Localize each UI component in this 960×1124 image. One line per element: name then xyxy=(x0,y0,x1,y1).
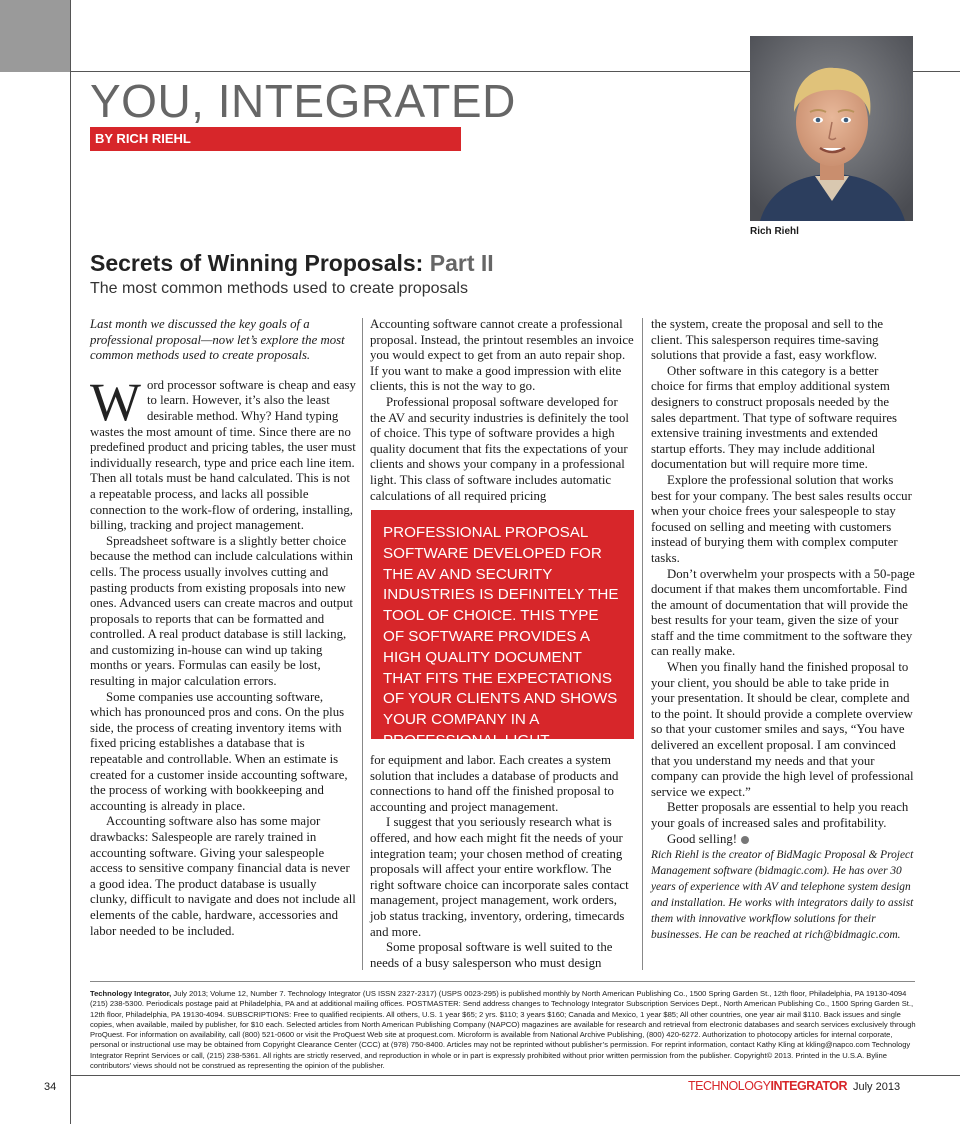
corner-tab xyxy=(0,0,70,72)
paragraph: for equipment and labor. Each creates a system solution that includes a database of products and connections to hand off the finished proposal to accounting and project management. xyxy=(370,753,619,814)
publication-fineprint xyxy=(90,989,916,1071)
paragraph: When you finally hand the finished proposal to your client, you should be able to take pride in your presentation. It should be clear, complete and to the point. It should provide a complete overview so that your customer smiles and says, “You have delivered an excellent proposal. I am convinced that you understand my needs and that your company can provide the high level of professional service we expect.” xyxy=(651,660,914,799)
paragraph: Some companies use accounting software, which has pronounced pros and cons. On the plus side, the process of creating inventory items with fixed pricing establishes a database that is repeatable and controllable. When an estimate is created for a customer inside accounting software, the process of working with bookkeeping and accounting is already in place. xyxy=(90,689,348,813)
end-bullet-icon xyxy=(741,836,749,844)
paragraph: Don’t overwhelm your prospects with a 50-page document if that makes them uncomfortable. Find the amount of documentation that will provide the best results for your team, given the size of your staff and the time commitment to the software they can really make. xyxy=(651,566,915,659)
page-number: 34 xyxy=(44,1081,57,1093)
column-2-top xyxy=(370,317,634,504)
paragraph: I suggest that you seriously research what is offered, and how each might fit the needs of your integration team; your chosen method of creating proposals will affect your entire workflow. The right software choice can incorporate sales contact management, project management, work orders, job status tracking, inventory, ordering, timecards and more. xyxy=(370,815,629,939)
column-1 xyxy=(90,317,356,939)
magazine-footer xyxy=(688,1079,900,1093)
paragraph: Better proposals are essential to help you reach your goals of increased sales and profitability. xyxy=(651,800,909,830)
fineprint-pubname: Technology Integrator, xyxy=(90,989,172,998)
intro-paragraph: Last month we discussed the key goals of a professional proposal—now let’s explore the most common methods used to create proposals. xyxy=(90,317,345,363)
column-title: YOU, INTEGRATED xyxy=(90,75,516,127)
column-2-bottom xyxy=(370,753,634,971)
paragraph: Professional proposal software developed for the AV and security industries is definitely the tool of choice. This type of software provides a high quality document that fits the expectations of your clients and shows your company in a professional light. This class of software includes automatic calculations of all required pricing xyxy=(370,394,629,503)
paragraph: Accounting software cannot create a professional proposal. Instead, the printout resembles an invoice you would expect to get from an auto repair shop. If you want to make a good impression with elite clients, this is not the way to go. xyxy=(370,317,634,394)
author-portrait-illustration xyxy=(750,36,913,221)
headline-part: Part II xyxy=(429,250,494,276)
photo-caption: Rich Riehl xyxy=(750,226,799,237)
article-headline xyxy=(90,250,494,277)
fineprint-text: July 2013; Volume 12, Number 7. Technology Integrator (US ISSN 2327-2317) (USPS 0023-295) is published monthly by North American Publishing Co., 1500 Spring Garden St., 12th floor, Philadelphia, PA 19130-4094 (215) 238-5300. Periodicals postage paid at Philadelphia, PA and at additional mailing offices. POSTMASTER: Send address changes to Technology Integrator Subscription Services Dept., North American Publishing Co., 1500 Spring Garden St., 12th floor, Philadelphia, PA 19130-4094. SUBSCRIPTIONS: Free to qualified recipients. All others, U.S. 1 year $65; 2 yrs. $110; 3 years $160; Canada and Mexico, 1 year $85; All other countries, one year air mail $110. Back issues and single copies, when available, mailed by publisher, for $10 each. Selected articles from North American Publishing Company (NAPCO) magazines are available for research and retrieval from electronic databases and search services exclusively through ProQuest. For information on availability, call (800) 521-0600 or visit the ProQuest Web site at proquest.com. Microform is available from National Archive Publishing, (800) 420-6272. Authorization to photocopy articles for internal corporate, personal or instructional use may be obtained from Copyright Clearance Center (CCC) at (978) 750-8400. Articles may not be reprinted without publisher’s permission. For reprint information, contact Kathy Kling at kkling@napco.com Technology Integrator Reprint Services or call, (215) 238-5361. All rights are strictly reserved, and reproduction in whole or in part is expressly prohibited without prior written permission from the publisher. Copyright© 2013. Printed in the U.S.A. Byline contributors’ views should not be construed as representing the opinion of the publisher. xyxy=(90,989,916,1071)
paragraph: Other software in this category is a better choice for firms that employ additional system designers to construct proposals needed by the sales department. That type of software requires extensive training investments and extended startup efforts. They may include additional documentation but will require more time. xyxy=(651,363,898,472)
mag-logo-part1: TECHNOLOGY xyxy=(688,1079,771,1093)
pull-quote: PROFESSIONAL PROPOSAL SOFTWARE DEVELOPED FOR THE AV AND SECURITY INDUSTRIES IS DEFINITELY THE TOOL OF CHOICE. THIS TYPE OF SOFTWARE PROVIDES A HIGH QUALITY DOCUMENT THAT FITS THE EXPECTATIONS OF YOUR CLIENTS AND SHOWS YOUR COMPANY IN A PROFESSIONAL LIGHT. xyxy=(371,510,634,739)
drop-cap: W xyxy=(90,371,141,432)
paragraph xyxy=(90,371,356,534)
headline-main: Secrets of Winning Proposals: xyxy=(90,250,424,276)
footer-rule xyxy=(70,1075,960,1076)
column-3 xyxy=(651,317,915,943)
closing-line: Good selling! xyxy=(667,831,738,846)
issue-date: July 2013 xyxy=(853,1081,901,1093)
paragraph: Spreadsheet software is a slightly better choice because the method can include calculations within cells. The process usually involves cutting and pasting products from existing proposals into new ones. Advanced users can create macros and output proposals to reports that can be formatted and controlled. A real product database is still lacking, and customizing in-house can wind up taking months or years. Formulas can easily be lost, resulting in major calculation errors. xyxy=(90,533,353,689)
mag-logo-part2: INTEGRATOR xyxy=(770,1079,847,1093)
paragraph xyxy=(651,832,915,848)
fineprint-rule xyxy=(90,981,915,982)
column-divider xyxy=(642,318,643,970)
byline-bar: BY RICH RIEHL xyxy=(90,127,461,151)
paragraph: Accounting software also has some major drawbacks: Salespeople are rarely trained in accounting software. Giving your salespeople access to sensitive company financial data is never a good idea. The product database is usually clunky, difficult to navigate and does not include all elements of the cable, hardware, accessories and labor needed to be included. xyxy=(90,814,356,938)
author-bio: Rich Riehl is the creator of BidMagic Proposal & Project Management software (bidmagic.com). He has over 30 years of experience with AV and telephone system design and installation. He works with integrators daily to assist them with innovative workflow solutions for their businesses. He can be reached at rich@bidmagic.com. xyxy=(651,849,914,942)
paragraph: Explore the professional solution that works best for your company. The best sales results occur when your choice frees your salespeople to stay focused on selling and meeting with customers instead of burying them with complex computer tasks. xyxy=(651,472,912,565)
column-divider xyxy=(362,318,363,970)
paragraph-text: ord processor software is cheap and easy to learn. However, it’s also the least desirable method. Why? Hand typing wastes the most amount of time. Since there are no predefined product and pricing tables, the user must individually research, type and price each line item. Then all totals must be hand calculated. This is not a repeatable process, and lacks all possible connection to the work-flow of ordering, installing, billing, tracking and project management. xyxy=(90,377,356,533)
author-photo xyxy=(750,36,913,221)
paragraph: Some proposal software is well suited to the needs of a busy salesperson who must design xyxy=(370,940,613,970)
article-subhead: The most common methods used to create proposals xyxy=(90,280,468,297)
paragraph: the system, create the proposal and sell to the client. This salesperson requires time-saving solutions that provide a fast, easy workflow. xyxy=(651,317,884,363)
left-margin-rule xyxy=(70,0,71,1124)
